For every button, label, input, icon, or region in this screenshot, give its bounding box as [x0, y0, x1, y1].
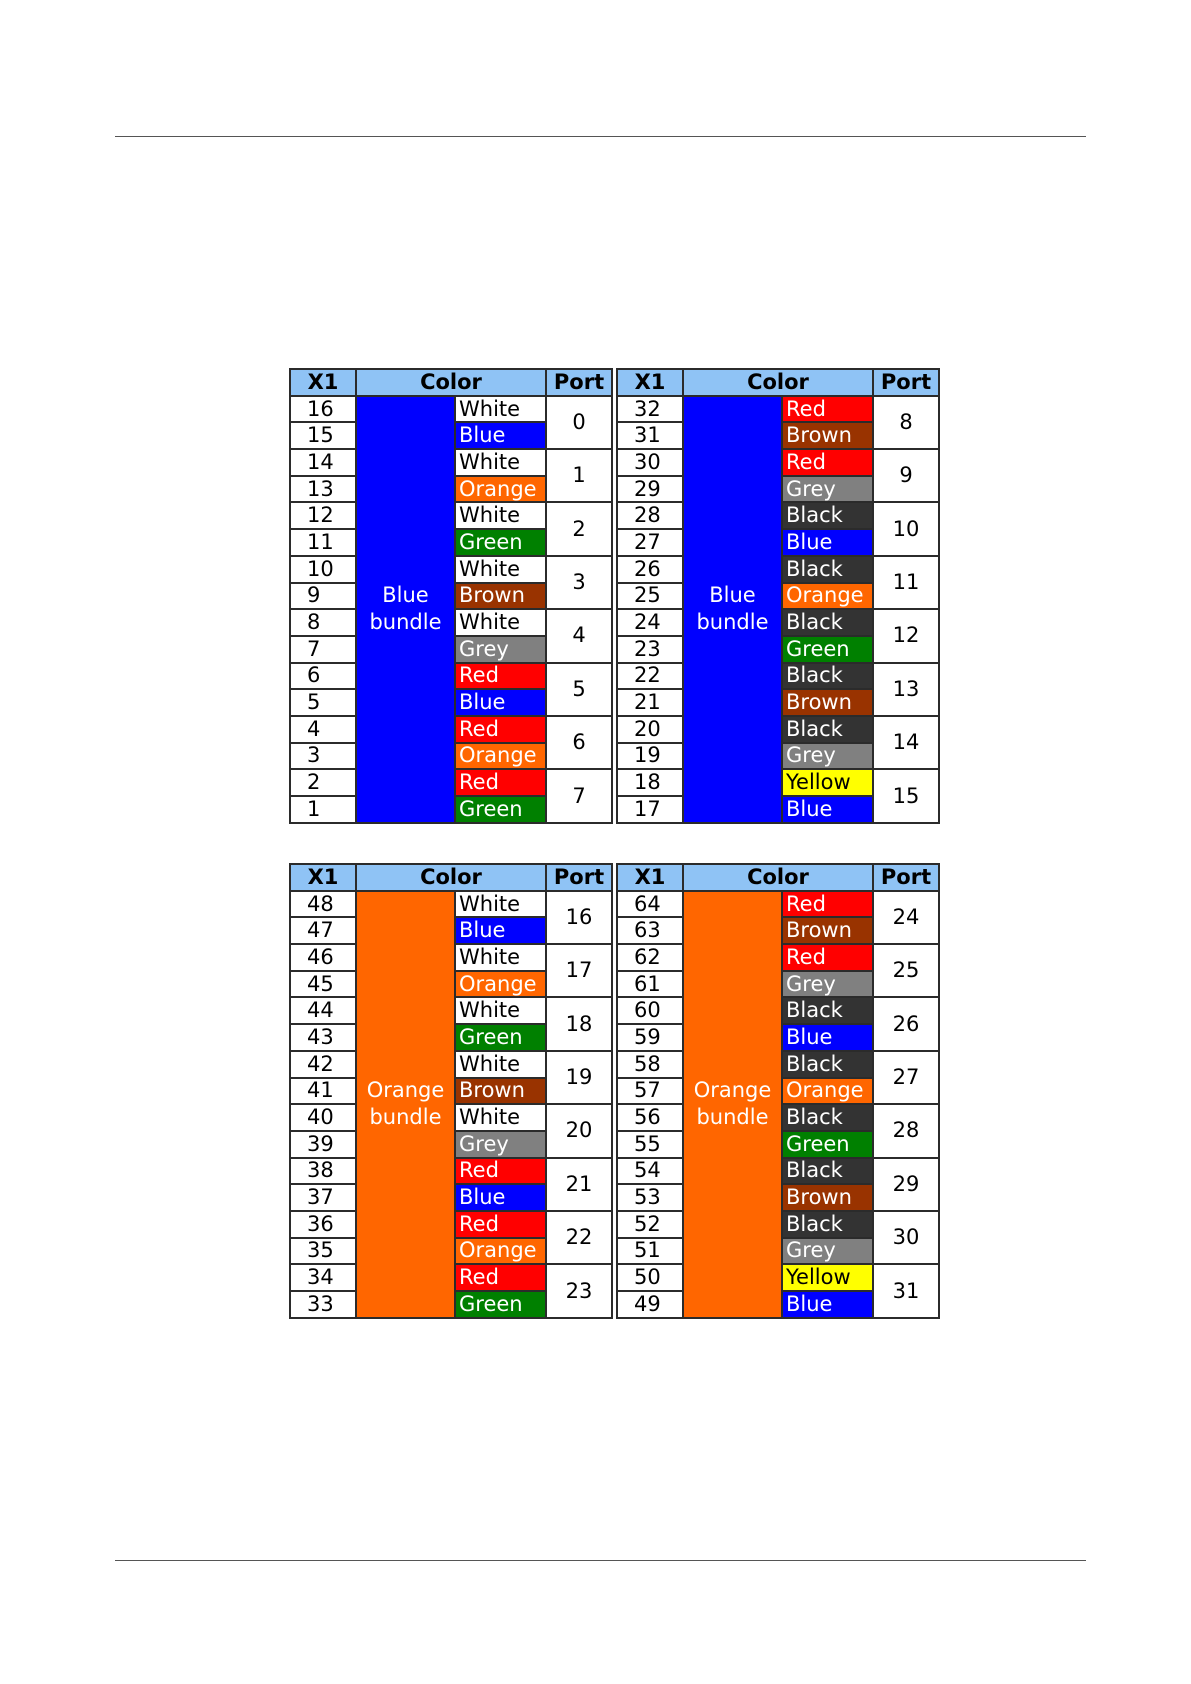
x1-header: X1: [617, 369, 683, 396]
wire-color-cell: Red: [782, 891, 873, 918]
wire-color-cell: Red: [455, 663, 546, 690]
wire-color-cell: Black: [782, 663, 873, 690]
wire-color-cell: Red: [782, 944, 873, 971]
x1-cell: 34: [290, 1264, 356, 1291]
port-cell: 18: [546, 997, 612, 1050]
x1-cell: 22: [617, 663, 683, 690]
port-cell: 5: [546, 663, 612, 716]
port-header: Port: [873, 864, 939, 891]
pinout-table: [289, 368, 613, 824]
wire-color-cell: Orange: [782, 583, 873, 610]
x1-cell: 8: [290, 609, 356, 636]
port-cell: 22: [546, 1211, 612, 1264]
table-row: [617, 396, 939, 423]
table-row: [617, 891, 939, 918]
wire-color-cell: Orange: [455, 476, 546, 503]
wire-color-cell: Grey: [782, 1238, 873, 1265]
port-cell: 11: [873, 556, 939, 609]
x1-header: X1: [617, 864, 683, 891]
wire-color-cell: Green: [782, 636, 873, 663]
x1-cell: 17: [617, 796, 683, 823]
x1-cell: 61: [617, 971, 683, 998]
x1-cell: 47: [290, 917, 356, 944]
wire-color-cell: Blue: [782, 796, 873, 823]
wire-color-cell: Blue: [455, 422, 546, 449]
wire-color-cell: Green: [455, 529, 546, 556]
x1-cell: 7: [290, 636, 356, 663]
bundle-label: Blue: [709, 582, 756, 607]
port-cell: 25: [873, 944, 939, 997]
x1-cell: 57: [617, 1078, 683, 1105]
x1-cell: 56: [617, 1104, 683, 1131]
port-cell: 13: [873, 663, 939, 716]
wire-color-cell: Grey: [782, 743, 873, 770]
x1-cell: 3: [290, 743, 356, 770]
wire-color-cell: White: [455, 1051, 546, 1078]
x1-cell: 38: [290, 1158, 356, 1185]
pinout-table: [616, 368, 940, 824]
bundle-label: bundle: [696, 610, 769, 635]
x1-cell: 16: [290, 396, 356, 423]
wire-color-cell: Green: [455, 1291, 546, 1318]
color-header: Color: [356, 369, 546, 396]
x1-cell: 63: [617, 917, 683, 944]
wire-color-cell: White: [455, 944, 546, 971]
x1-cell: 58: [617, 1051, 683, 1078]
wire-color-cell: Grey: [455, 1131, 546, 1158]
port-cell: 31: [873, 1264, 939, 1317]
bundle-cell: [683, 891, 782, 1318]
wire-color-cell: Red: [782, 449, 873, 476]
x1-header: X1: [290, 864, 356, 891]
bundle-label: bundle: [696, 1105, 769, 1130]
wire-color-cell: Grey: [782, 476, 873, 503]
port-cell: 24: [873, 891, 939, 944]
wire-color-cell: Yellow: [782, 769, 873, 796]
x1-cell: 4: [290, 716, 356, 743]
bundle-cell: [356, 396, 455, 823]
port-cell: 19: [546, 1051, 612, 1104]
wire-color-cell: Black: [782, 1051, 873, 1078]
wire-color-cell: Black: [782, 609, 873, 636]
x1-cell: 9: [290, 583, 356, 610]
port-cell: 14: [873, 716, 939, 769]
port-cell: 0: [546, 396, 612, 449]
x1-cell: 32: [617, 396, 683, 423]
port-cell: 12: [873, 609, 939, 662]
wire-color-cell: Green: [455, 1024, 546, 1051]
x1-cell: 2: [290, 769, 356, 796]
wire-color-cell: Red: [455, 1264, 546, 1291]
wire-color-cell: Brown: [782, 422, 873, 449]
wire-color-cell: Blue: [455, 1184, 546, 1211]
x1-cell: 29: [617, 476, 683, 503]
x1-cell: 10: [290, 556, 356, 583]
x1-cell: 42: [290, 1051, 356, 1078]
x1-cell: 31: [617, 422, 683, 449]
port-cell: 21: [546, 1158, 612, 1211]
port-cell: 28: [873, 1104, 939, 1157]
wire-color-cell: Red: [455, 1158, 546, 1185]
wire-color-cell: White: [455, 502, 546, 529]
wire-color-cell: Blue: [455, 917, 546, 944]
wire-color-cell: Brown: [455, 1078, 546, 1105]
port-header: Port: [546, 369, 612, 396]
x1-cell: 50: [617, 1264, 683, 1291]
port-cell: 30: [873, 1211, 939, 1264]
wire-color-cell: Orange: [455, 743, 546, 770]
x1-cell: 51: [617, 1238, 683, 1265]
x1-cell: 45: [290, 971, 356, 998]
port-cell: 8: [873, 396, 939, 449]
color-header: Color: [356, 864, 546, 891]
x1-cell: 25: [617, 583, 683, 610]
port-cell: 6: [546, 716, 612, 769]
wire-color-cell: Grey: [782, 971, 873, 998]
wire-color-cell: White: [455, 609, 546, 636]
wire-color-cell: Green: [782, 1131, 873, 1158]
port-cell: 10: [873, 502, 939, 555]
wire-color-cell: Green: [455, 796, 546, 823]
wire-color-cell: Blue: [455, 689, 546, 716]
x1-cell: 44: [290, 997, 356, 1024]
wire-color-cell: Grey: [455, 636, 546, 663]
port-cell: 3: [546, 556, 612, 609]
bundle-label: bundle: [369, 610, 442, 635]
x1-cell: 20: [617, 716, 683, 743]
wire-color-cell: Black: [782, 1104, 873, 1131]
color-header: Color: [683, 369, 873, 396]
wire-color-cell: Black: [782, 997, 873, 1024]
table-row: [290, 396, 612, 423]
x1-cell: 28: [617, 502, 683, 529]
x1-cell: 12: [290, 502, 356, 529]
header-rule: [115, 136, 1086, 137]
x1-cell: 11: [290, 529, 356, 556]
wire-color-cell: Blue: [782, 1291, 873, 1318]
bundle-cell: [683, 396, 782, 823]
port-cell: 4: [546, 609, 612, 662]
x1-cell: 5: [290, 689, 356, 716]
wire-color-cell: Red: [455, 716, 546, 743]
wire-color-cell: Black: [782, 1211, 873, 1238]
x1-cell: 43: [290, 1024, 356, 1051]
port-cell: 1: [546, 449, 612, 502]
x1-cell: 19: [617, 743, 683, 770]
x1-cell: 62: [617, 944, 683, 971]
x1-cell: 49: [617, 1291, 683, 1318]
x1-cell: 35: [290, 1238, 356, 1265]
wire-color-cell: Black: [782, 556, 873, 583]
port-cell: 2: [546, 502, 612, 555]
bundle-label: Orange: [366, 1077, 445, 1102]
header-row: [617, 369, 939, 396]
port-cell: 17: [546, 944, 612, 997]
wire-color-cell: Brown: [782, 689, 873, 716]
port-cell: 23: [546, 1264, 612, 1317]
port-cell: 7: [546, 769, 612, 822]
wire-color-cell: Red: [782, 396, 873, 423]
port-cell: 27: [873, 1051, 939, 1104]
x1-cell: 33: [290, 1291, 356, 1318]
x1-cell: 59: [617, 1024, 683, 1051]
wire-color-cell: White: [455, 1104, 546, 1131]
x1-cell: 24: [617, 609, 683, 636]
x1-cell: 41: [290, 1078, 356, 1105]
header-row: [290, 864, 612, 891]
x1-cell: 37: [290, 1184, 356, 1211]
wire-color-cell: Yellow: [782, 1264, 873, 1291]
table-row: [290, 891, 612, 918]
wire-color-cell: Orange: [455, 971, 546, 998]
footer-rule: [115, 1560, 1086, 1561]
x1-cell: 1: [290, 796, 356, 823]
x1-cell: 39: [290, 1131, 356, 1158]
x1-cell: 36: [290, 1211, 356, 1238]
x1-cell: 21: [617, 689, 683, 716]
wire-color-cell: Blue: [782, 1024, 873, 1051]
bundle-label: Blue: [382, 582, 429, 607]
pinout-table: [616, 863, 940, 1319]
wire-color-cell: Brown: [782, 917, 873, 944]
x1-cell: 14: [290, 449, 356, 476]
wire-color-cell: Blue: [782, 529, 873, 556]
port-cell: 26: [873, 997, 939, 1050]
port-cell: 9: [873, 449, 939, 502]
wire-color-cell: Red: [455, 769, 546, 796]
port-header: Port: [546, 864, 612, 891]
x1-cell: 54: [617, 1158, 683, 1185]
port-cell: 29: [873, 1158, 939, 1211]
color-header: Color: [683, 864, 873, 891]
x1-header: X1: [290, 369, 356, 396]
x1-cell: 55: [617, 1131, 683, 1158]
x1-cell: 30: [617, 449, 683, 476]
wire-color-cell: White: [455, 891, 546, 918]
x1-cell: 15: [290, 422, 356, 449]
wire-color-cell: Brown: [782, 1184, 873, 1211]
bundle-label: bundle: [369, 1105, 442, 1130]
wire-color-cell: Orange: [782, 1078, 873, 1105]
wire-color-cell: White: [455, 396, 546, 423]
x1-cell: 6: [290, 663, 356, 690]
wire-color-cell: Brown: [455, 583, 546, 610]
x1-cell: 18: [617, 769, 683, 796]
bundle-label: Orange: [693, 1077, 772, 1102]
x1-cell: 13: [290, 476, 356, 503]
wire-color-cell: White: [455, 556, 546, 583]
bundle-cell: [356, 891, 455, 1318]
x1-cell: 52: [617, 1211, 683, 1238]
x1-cell: 26: [617, 556, 683, 583]
x1-cell: 60: [617, 997, 683, 1024]
wire-color-cell: White: [455, 997, 546, 1024]
x1-cell: 64: [617, 891, 683, 918]
wire-color-cell: Red: [455, 1211, 546, 1238]
wire-color-cell: White: [455, 449, 546, 476]
x1-cell: 40: [290, 1104, 356, 1131]
port-cell: 20: [546, 1104, 612, 1157]
x1-cell: 53: [617, 1184, 683, 1211]
header-row: [290, 369, 612, 396]
wire-color-cell: Black: [782, 716, 873, 743]
port-header: Port: [873, 369, 939, 396]
wire-color-cell: Orange: [455, 1238, 546, 1265]
x1-cell: 23: [617, 636, 683, 663]
x1-cell: 48: [290, 891, 356, 918]
header-row: [617, 864, 939, 891]
pinout-table: [289, 863, 613, 1319]
port-cell: 16: [546, 891, 612, 944]
x1-cell: 27: [617, 529, 683, 556]
wire-color-cell: Black: [782, 1158, 873, 1185]
port-cell: 15: [873, 769, 939, 822]
wire-color-cell: Black: [782, 502, 873, 529]
x1-cell: 46: [290, 944, 356, 971]
